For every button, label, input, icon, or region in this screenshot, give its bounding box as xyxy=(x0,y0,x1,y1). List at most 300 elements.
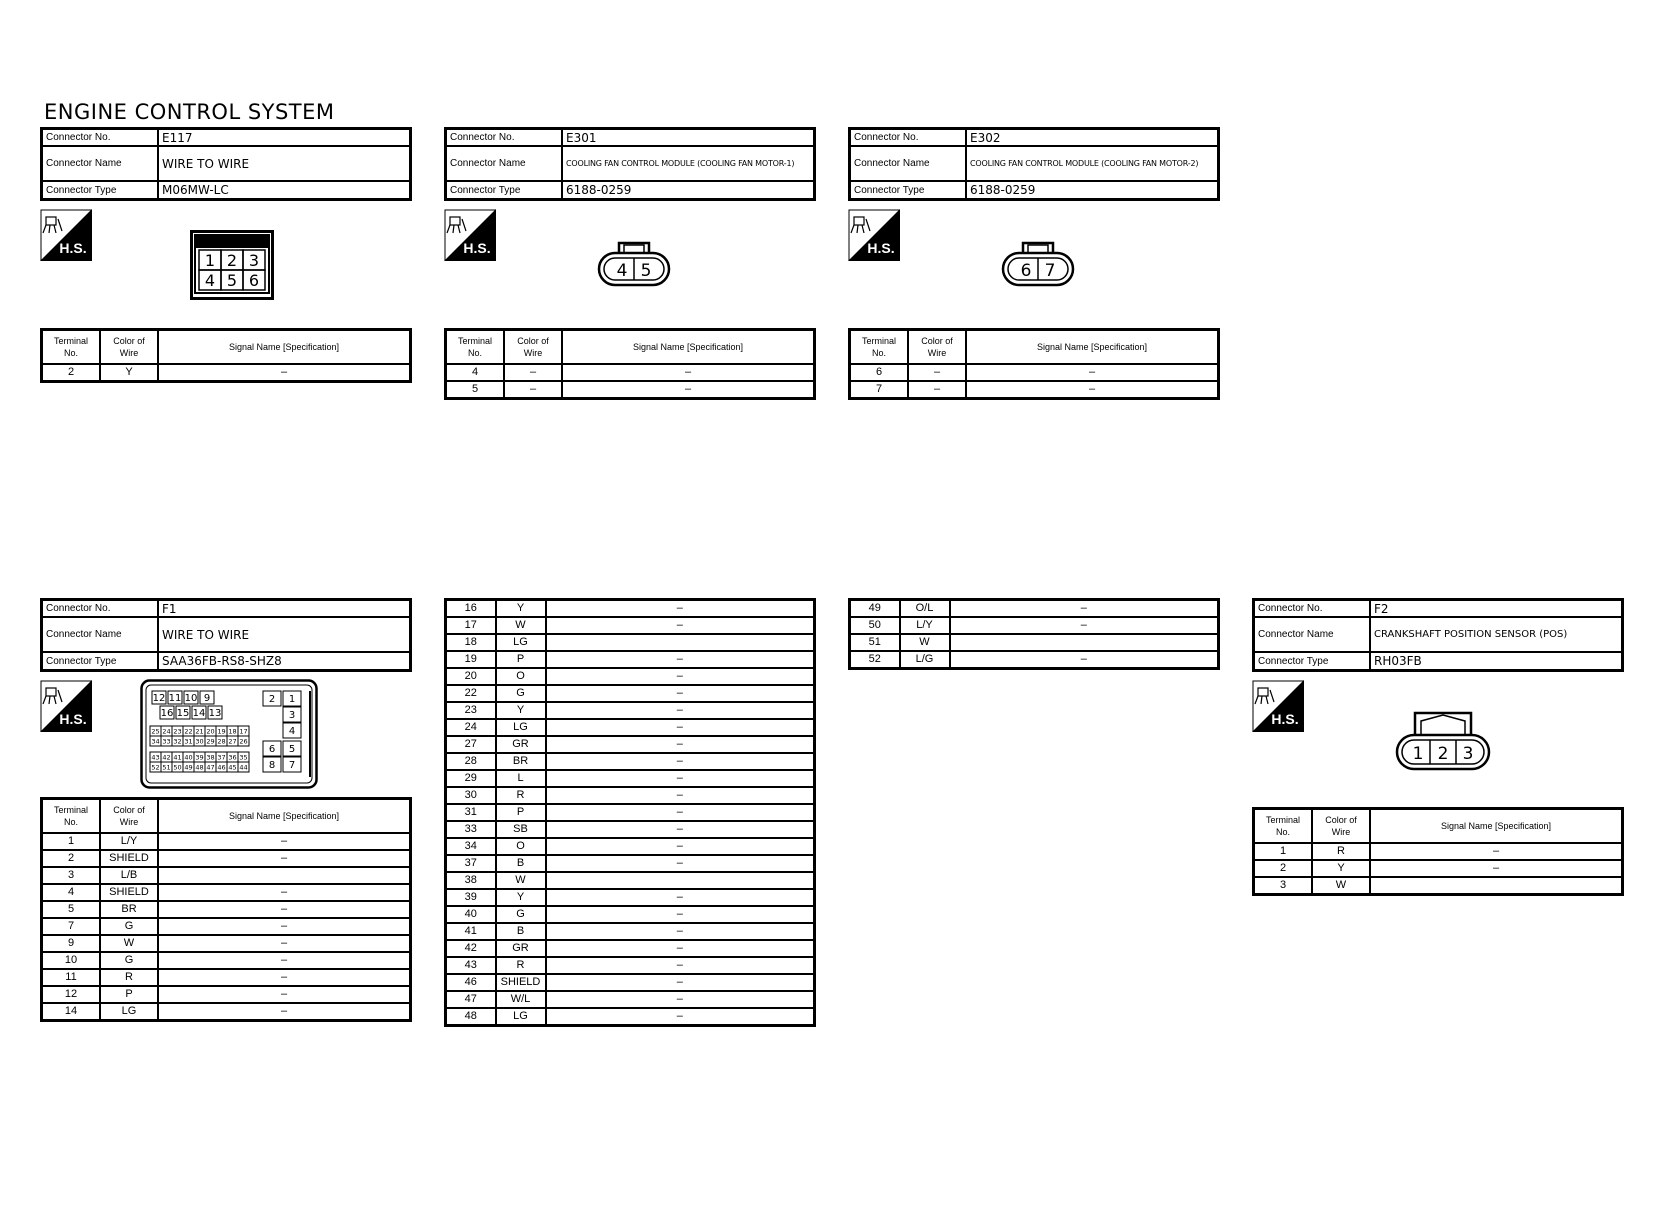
pin-label: 42 xyxy=(162,753,171,762)
table-row xyxy=(446,364,815,381)
wire-color: BR xyxy=(100,901,158,918)
pin-label: 43 xyxy=(151,753,160,762)
terminal-no: 39 xyxy=(446,889,496,906)
signal-name: – xyxy=(158,833,411,850)
terminal-no-header: Terminal No. xyxy=(42,330,101,365)
harness-side-icon xyxy=(40,209,92,261)
connector-diagram xyxy=(40,201,412,328)
pin-label: 7 xyxy=(288,760,296,772)
terminal-no: 34 xyxy=(446,838,496,855)
table-row xyxy=(446,1008,815,1026)
signal-name: – xyxy=(546,719,815,736)
table-row xyxy=(42,884,411,901)
pin-label: 41 xyxy=(173,753,182,762)
pin-label: 4 xyxy=(204,271,216,290)
connector-name-value: WIRE TO WIRE xyxy=(158,617,411,652)
terminal-no: 1 xyxy=(42,833,101,850)
pin-label: 19 xyxy=(217,727,226,736)
terminal-no: 50 xyxy=(850,617,900,634)
signal-name: – xyxy=(562,381,815,399)
terminal-no: 2 xyxy=(1254,860,1313,877)
wire-color: O xyxy=(496,668,546,685)
wire-color: L/Y xyxy=(900,617,950,634)
pin-label: 12 xyxy=(152,693,166,705)
wire-color: SB xyxy=(496,821,546,838)
terminal-no: 52 xyxy=(850,651,900,669)
signal-name: – xyxy=(546,991,815,1008)
wire-color: SHIELD xyxy=(496,974,546,991)
wire-color: G xyxy=(496,685,546,702)
pin-label: 47 xyxy=(206,763,215,772)
connector-no-value: E117 xyxy=(158,129,411,147)
pin-label: 35 xyxy=(239,753,248,762)
wire-color: P xyxy=(496,651,546,668)
wire-color: W xyxy=(100,935,158,952)
signal-name: – xyxy=(546,736,815,753)
signal-name: – xyxy=(546,838,815,855)
terminal-no: 28 xyxy=(446,753,496,770)
signal-name: – xyxy=(158,986,411,1003)
terminal-no: 3 xyxy=(1254,877,1313,895)
table-row xyxy=(446,685,815,702)
signal-name: – xyxy=(546,1008,815,1026)
connector-diagram xyxy=(1252,672,1624,807)
pin-label: 37 xyxy=(217,753,226,762)
harness-side-icon xyxy=(1252,680,1304,732)
pin-label: 26 xyxy=(239,737,248,746)
terminal-no: 51 xyxy=(850,634,900,651)
signal-name: – xyxy=(950,651,1219,669)
pin-label: 2 xyxy=(226,251,238,270)
connector-no-value: E302 xyxy=(966,129,1219,147)
table-row xyxy=(446,668,815,685)
signal-name: – xyxy=(546,940,815,957)
connector-name-label: Connector Name xyxy=(42,617,159,652)
hs-label: H.S. xyxy=(1271,711,1299,727)
pin-label: 23 xyxy=(173,727,182,736)
terminal-no: 42 xyxy=(446,940,496,957)
pin-label: 18 xyxy=(228,727,237,736)
connector-type-label: Connector Type xyxy=(42,652,159,671)
connector-name-label: Connector Name xyxy=(446,146,563,181)
wire-color: LG xyxy=(100,1003,158,1021)
terminal-no-header: Terminal No. xyxy=(446,330,505,365)
terminal-no: 24 xyxy=(446,719,496,736)
wire-color: Y xyxy=(496,889,546,906)
wire-color: W xyxy=(1312,877,1370,895)
table-row xyxy=(42,1003,411,1021)
signal-name-header: Signal Name [Specification] xyxy=(966,330,1219,365)
table-row xyxy=(42,986,411,1003)
signal-name: – xyxy=(546,770,815,787)
connector-block-f2 xyxy=(1252,598,1624,896)
table-row xyxy=(42,901,411,918)
wire-color: G xyxy=(100,918,158,935)
terminal-no: 4 xyxy=(446,364,505,381)
wire-color: R xyxy=(496,957,546,974)
terminal-table xyxy=(848,328,1220,400)
connector-name-value: CRANKSHAFT POSITION SENSOR (POS) xyxy=(1370,617,1623,652)
pin-label: 6 xyxy=(248,271,260,290)
signal-name: – xyxy=(158,969,411,986)
pin-label: 21 xyxy=(195,727,204,736)
pin-label: 44 xyxy=(239,763,248,772)
signal-name: – xyxy=(546,617,815,634)
wire-color: SHIELD xyxy=(100,884,158,901)
table-row xyxy=(446,838,815,855)
signal-name: – xyxy=(158,952,411,969)
connector-type-value: 6188-0259 xyxy=(562,181,815,200)
terminal-no: 19 xyxy=(446,651,496,668)
signal-name xyxy=(950,634,1219,651)
signal-name: – xyxy=(546,787,815,804)
terminal-no: 20 xyxy=(446,668,496,685)
wire-color: O xyxy=(496,838,546,855)
table-row xyxy=(446,906,815,923)
wire-color: Y xyxy=(1312,860,1370,877)
pin-label: 14 xyxy=(192,708,206,720)
signal-name: – xyxy=(546,974,815,991)
signal-name: – xyxy=(966,364,1219,381)
terminal-no: 17 xyxy=(446,617,496,634)
table-row xyxy=(42,833,411,850)
connector-header-table xyxy=(444,127,816,201)
wire-color: R xyxy=(1312,843,1370,860)
table-row xyxy=(446,974,815,991)
wire-color: L/B xyxy=(100,867,158,884)
terminal-no: 29 xyxy=(446,770,496,787)
hs-label: H.S. xyxy=(59,711,87,727)
connector-type-value: RH03FB xyxy=(1370,652,1623,671)
wire-color: P xyxy=(100,986,158,1003)
terminal-no: 14 xyxy=(42,1003,101,1021)
terminal-no: 10 xyxy=(42,952,101,969)
terminal-no: 31 xyxy=(446,804,496,821)
signal-name: – xyxy=(158,364,411,382)
connector-block-f1-continued xyxy=(444,598,816,1027)
signal-name: – xyxy=(546,821,815,838)
connector-no-label: Connector No. xyxy=(850,129,967,147)
terminal-table xyxy=(40,328,412,383)
pin-label: 10 xyxy=(184,693,198,705)
pin-label: 17 xyxy=(239,727,248,736)
pin-label: 2 xyxy=(268,694,276,706)
terminal-no: 9 xyxy=(42,935,101,952)
table-row xyxy=(446,617,815,634)
terminal-no: 33 xyxy=(446,821,496,838)
signal-name: – xyxy=(158,1003,411,1021)
table-row xyxy=(850,651,1219,669)
page-title: ENGINE CONTROL SYSTEM xyxy=(44,100,335,124)
signal-name: – xyxy=(546,600,815,618)
pin-label: 52 xyxy=(151,763,160,772)
table-row xyxy=(42,867,411,884)
wire-color: LG xyxy=(496,1008,546,1026)
table-row xyxy=(1254,843,1623,860)
signal-name: – xyxy=(562,364,815,381)
wire-color: GR xyxy=(496,736,546,753)
signal-name: – xyxy=(546,651,815,668)
wire-color: Y xyxy=(496,702,546,719)
table-row xyxy=(446,736,815,753)
wire-color: W xyxy=(900,634,950,651)
connector-block-f1 xyxy=(40,598,412,1022)
pin-label: 15 xyxy=(176,708,190,720)
signal-name: – xyxy=(966,381,1219,399)
signal-name-header: Signal Name [Specification] xyxy=(1370,809,1623,844)
pin-label: 2 xyxy=(1437,744,1449,764)
table-row xyxy=(1254,860,1623,877)
connector-type-value: 6188-0259 xyxy=(966,181,1219,200)
pin-label: 7 xyxy=(1044,261,1056,281)
table-row xyxy=(446,889,815,906)
table-row xyxy=(446,821,815,838)
wire-color: – xyxy=(908,381,966,399)
connector-no-label: Connector No. xyxy=(42,129,159,147)
wire-color: G xyxy=(496,906,546,923)
pin-label: 5 xyxy=(288,744,296,756)
table-row xyxy=(446,872,815,889)
pin-label: 32 xyxy=(173,737,182,746)
pin-label: 28 xyxy=(217,737,226,746)
pin-label: 24 xyxy=(162,727,171,736)
connector-name-value: COOLING FAN CONTROL MODULE (COOLING FAN MOTOR-1) xyxy=(562,146,815,181)
wire-color: O/L xyxy=(900,600,950,618)
pin-label: 46 xyxy=(217,763,226,772)
wire-color: – xyxy=(504,364,562,381)
pin-label: 25 xyxy=(151,727,160,736)
terminal-no-header: Terminal No. xyxy=(42,799,101,834)
terminal-no: 22 xyxy=(446,685,496,702)
terminal-no: 2 xyxy=(42,364,101,382)
pin-label: 9 xyxy=(203,693,211,705)
signal-name-header: Signal Name [Specification] xyxy=(158,799,411,834)
table-row xyxy=(446,702,815,719)
color-of-wire-header: Color of Wire xyxy=(504,330,562,365)
signal-name xyxy=(546,872,815,889)
pin-label: 34 xyxy=(151,737,160,746)
wire-color: LG xyxy=(496,719,546,736)
connector-name-value: COOLING FAN CONTROL MODULE (COOLING FAN MOTOR-2) xyxy=(966,146,1219,181)
pin-label: 27 xyxy=(228,737,237,746)
wire-color: W xyxy=(496,617,546,634)
connector-block-e302 xyxy=(848,127,1220,400)
pin-label: 6 xyxy=(268,744,276,756)
connector-no-value: F2 xyxy=(1370,600,1623,618)
wire-color: LG xyxy=(496,634,546,651)
pin-label: 30 xyxy=(195,737,204,746)
signal-name: – xyxy=(546,702,815,719)
connector-no-label: Connector No. xyxy=(1254,600,1371,618)
pin-label: 11 xyxy=(168,693,182,705)
terminal-table xyxy=(1252,807,1624,896)
terminal-table xyxy=(40,797,412,1022)
wire-color: G xyxy=(100,952,158,969)
connector-face-f2 xyxy=(1395,709,1491,771)
color-of-wire-header: Color of Wire xyxy=(100,799,158,834)
signal-name: – xyxy=(546,889,815,906)
pin-label: 13 xyxy=(208,708,222,720)
signal-name: – xyxy=(158,918,411,935)
terminal-no: 43 xyxy=(446,957,496,974)
pin-label: 5 xyxy=(226,271,238,290)
connector-header-table xyxy=(40,598,412,672)
pin-label: 38 xyxy=(206,753,215,762)
table-row xyxy=(446,600,815,618)
signal-name: – xyxy=(546,906,815,923)
pin-label: 6 xyxy=(1020,261,1032,281)
pin-label: 3 xyxy=(288,710,296,722)
pin-label: 1 xyxy=(1412,744,1424,764)
table-row xyxy=(446,991,815,1008)
pin-label: 51 xyxy=(162,763,171,772)
signal-name: – xyxy=(950,617,1219,634)
table-row xyxy=(42,952,411,969)
wire-color: B xyxy=(496,855,546,872)
terminal-no: 16 xyxy=(446,600,496,618)
pin-label: 20 xyxy=(206,727,215,736)
connector-type-label: Connector Type xyxy=(1254,652,1371,671)
pin-label: 36 xyxy=(228,753,237,762)
table-row xyxy=(42,935,411,952)
pin-label: 3 xyxy=(248,251,260,270)
terminal-no: 11 xyxy=(42,969,101,986)
signal-name: – xyxy=(546,855,815,872)
signal-name xyxy=(158,867,411,884)
signal-name: – xyxy=(546,804,815,821)
pin-label: 31 xyxy=(184,737,193,746)
harness-side-icon xyxy=(40,680,92,732)
signal-name: – xyxy=(546,685,815,702)
connector-header-table xyxy=(40,127,412,201)
connector-block-f1-continued-2 xyxy=(848,598,1220,670)
wire-color: – xyxy=(908,364,966,381)
signal-name: – xyxy=(158,935,411,952)
wire-color: P xyxy=(496,804,546,821)
wire-color: W/L xyxy=(496,991,546,1008)
connector-no-label: Connector No. xyxy=(446,129,563,147)
table-row xyxy=(42,918,411,935)
signal-name: – xyxy=(546,668,815,685)
table-row xyxy=(446,855,815,872)
table-row xyxy=(446,957,815,974)
hs-label: H.S. xyxy=(463,240,491,256)
wire-color: R xyxy=(100,969,158,986)
signal-name-header: Signal Name [Specification] xyxy=(158,330,411,365)
terminal-no: 41 xyxy=(446,923,496,940)
pin-label: 5 xyxy=(640,261,652,281)
pin-label: 33 xyxy=(162,737,171,746)
table-row xyxy=(850,617,1219,634)
table-row xyxy=(446,923,815,940)
pin-label: 4 xyxy=(288,726,296,738)
connector-face-f1 xyxy=(140,679,318,789)
connector-diagram xyxy=(848,201,1220,328)
color-of-wire-header: Color of Wire xyxy=(908,330,966,365)
connector-diagram xyxy=(40,672,412,797)
terminal-no: 48 xyxy=(446,1008,496,1026)
pin-label: 8 xyxy=(268,760,276,772)
terminal-no: 46 xyxy=(446,974,496,991)
table-row xyxy=(446,787,815,804)
pin-label: 4 xyxy=(616,261,628,281)
terminal-table-continued xyxy=(848,598,1220,670)
table-row xyxy=(446,770,815,787)
pin-label: 1 xyxy=(204,251,216,270)
terminal-no: 18 xyxy=(446,634,496,651)
wire-color: SHIELD xyxy=(100,850,158,867)
signal-name: – xyxy=(546,753,815,770)
signal-name: – xyxy=(158,884,411,901)
connector-face-e302 xyxy=(1001,239,1075,289)
table-row xyxy=(850,364,1219,381)
connector-name-value: WIRE TO WIRE xyxy=(158,146,411,181)
connector-no-label: Connector No. xyxy=(42,600,159,618)
wire-color: L/G xyxy=(900,651,950,669)
wire-color: L/Y xyxy=(100,833,158,850)
terminal-no: 7 xyxy=(850,381,909,399)
signal-name: – xyxy=(1370,860,1623,877)
wire-color: Y xyxy=(100,364,158,382)
connector-face-e117 xyxy=(190,230,274,300)
wire-color: Y xyxy=(496,600,546,618)
pin-label: 3 xyxy=(1462,744,1474,764)
table-row xyxy=(850,381,1219,399)
terminal-no: 5 xyxy=(446,381,505,399)
signal-name: – xyxy=(1370,843,1623,860)
pin-label: 22 xyxy=(184,727,193,736)
table-row xyxy=(446,753,815,770)
connector-no-value: E301 xyxy=(562,129,815,147)
terminal-no: 38 xyxy=(446,872,496,889)
terminal-no: 2 xyxy=(42,850,101,867)
pin-label: 48 xyxy=(195,763,204,772)
table-row xyxy=(850,634,1219,651)
connector-type-label: Connector Type xyxy=(850,181,967,200)
pin-label: 50 xyxy=(173,763,182,772)
wire-color: R xyxy=(496,787,546,804)
terminal-no: 37 xyxy=(446,855,496,872)
harness-side-icon xyxy=(848,209,900,261)
table-row xyxy=(42,969,411,986)
connector-name-label: Connector Name xyxy=(850,146,967,181)
terminal-no: 40 xyxy=(446,906,496,923)
terminal-no: 12 xyxy=(42,986,101,1003)
table-row xyxy=(42,364,411,382)
pin-label: 29 xyxy=(206,737,215,746)
table-row xyxy=(446,804,815,821)
wire-color: B xyxy=(496,923,546,940)
terminal-no: 4 xyxy=(42,884,101,901)
signal-name: – xyxy=(158,850,411,867)
connector-block-e301 xyxy=(444,127,816,400)
connector-face-e301 xyxy=(597,239,671,289)
wire-color: – xyxy=(504,381,562,399)
table-row xyxy=(850,600,1219,618)
terminal-table-continued xyxy=(444,598,816,1027)
wire-color: GR xyxy=(496,940,546,957)
terminal-no: 1 xyxy=(1254,843,1313,860)
signal-name xyxy=(546,634,815,651)
terminal-no: 7 xyxy=(42,918,101,935)
connector-type-value: M06MW-LC xyxy=(158,181,411,200)
table-row xyxy=(446,634,815,651)
signal-name: – xyxy=(546,957,815,974)
terminal-table xyxy=(444,328,816,400)
table-row xyxy=(1254,877,1623,895)
connector-header-table xyxy=(848,127,1220,201)
connector-header-table xyxy=(1252,598,1624,672)
